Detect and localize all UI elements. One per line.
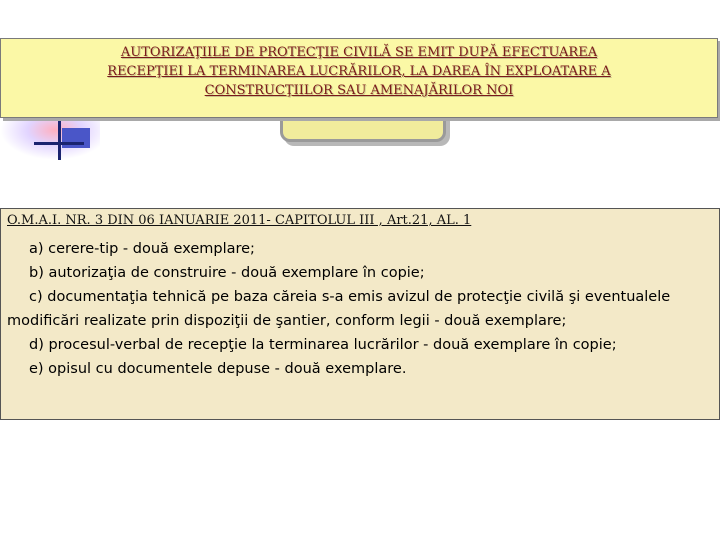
list-item: c) documentaţia tehnică pe baza căreia s-a emis avizul de protecţie civilă şi eventualele modificări realizate prin dispoziţii de şantier, conform legii - două exemplare; — [7, 289, 671, 329]
list-item: b) autorizaţia de construire - două exemplare în copie; — [29, 265, 425, 281]
content-box — [0, 208, 720, 420]
decorative-horizontal-line — [34, 142, 84, 145]
list-item: d) procesul-verbal de recepţie la terminarea lucrărilor - două exemplare în copie; — [29, 337, 617, 353]
title-box — [0, 38, 718, 118]
page-title — [31, 43, 687, 100]
decorative-vertical-line — [58, 118, 61, 160]
title-line-1: AUTORIZAŢIILE DE PROTECŢIE CIVILĂ SE EMIT DUPĂ EFECTUAREA — [120, 45, 598, 60]
decorative-blue-block — [62, 128, 90, 148]
list-item: e) opisul cu documentele depuse - două exemplare. — [29, 361, 407, 377]
title-line-2: RECEPŢIEI LA TERMINAREA LUCRĂRILOR, LA DAREA ÎN EXPLOATARE A — [107, 64, 611, 79]
document-list — [7, 237, 713, 381]
legal-reference-header: O.M.A.I. NR. 3 DIN 06 IANUARIE 2011- CAPITOLUL III , Art.21, AL. 1 — [7, 213, 472, 228]
list-item: a) cerere-tip - două exemplare; — [29, 241, 255, 257]
title-line-3: CONSTRUCŢIILOR SAU AMENAJĂRILOR NOI — [204, 83, 514, 98]
